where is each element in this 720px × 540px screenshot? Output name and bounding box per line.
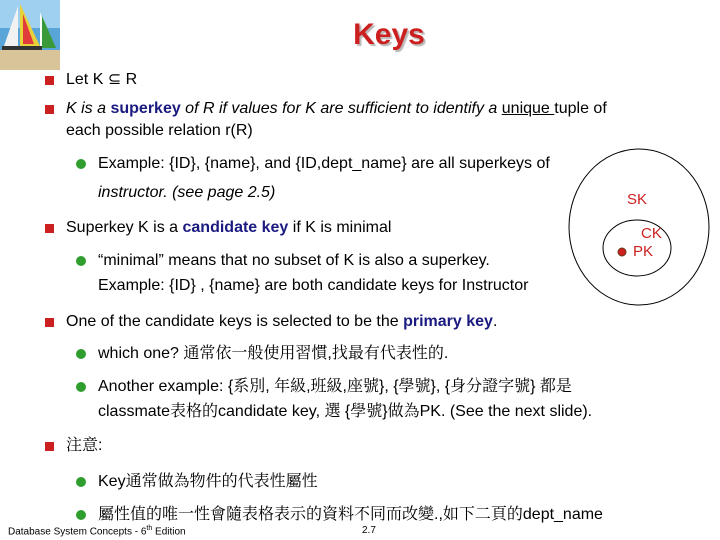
bullet-let-k: Let K ⊆ R [66,71,138,88]
note-key-representative: Key通常做為物件的代表性屬性 [98,473,318,490]
footer-book-title: Database System Concepts - 6th Edition [8,525,186,538]
bullet-circle-icon [76,510,86,520]
venn-label-sk: SK [627,191,648,208]
venn-label-ck: CK [641,225,662,242]
bullet-circle-icon [76,349,86,359]
bullet-superkey-def-cont: each possible relation r(R) [66,122,253,139]
bullet-circle-icon [76,159,86,169]
another-example: Another example: {系別, 年級,班級,座號}, {學號}, {身分證字號} 都是 [98,378,572,395]
slide-title: Keys [353,18,425,51]
footer-page-number: 2.7 [362,525,376,536]
superkey-circle [569,149,709,305]
which-one-text: which one? 通常依一般使用習慣,找最有代表性的. [98,345,449,362]
bullet-circle-icon [76,477,86,487]
note-uniqueness: 屬性值的唯一性會隨表格表示的資料不同而改變.,如下二頁的dept_name [98,506,603,523]
bullet-candidate-key: Superkey K is a candidate key if K is minimal [66,219,392,236]
bullet-square-icon [45,76,54,85]
bullet-square-icon [45,318,54,327]
bullet-square-icon [45,442,54,451]
bullet-primary-key: One of the candidate keys is selected to be the primary key. [66,313,498,330]
minimal-explanation: “minimal” means that no subset of K is also a superkey. [98,252,490,269]
another-example-cont: classmate表格的candidate key, 選 {學號}做為PK. (See the next slide). [98,403,593,420]
bullet-square-icon [45,224,54,233]
primary-key-dot [618,248,626,256]
note-heading: 注意: [66,437,103,454]
bullet-circle-icon [76,256,86,266]
bullet-square-icon [45,105,54,114]
bullet-superkey-def: K is a superkey of R if values for K are sufficient to identify a unique tuple of [66,100,607,117]
venn-label-pk: PK [633,243,654,260]
subset-symbol: ⊆ [107,71,122,88]
superkey-example-cont: instructor. (see page 2.5) [98,184,276,201]
candidate-key-example: Example: {ID} , {name} are both candidate keys for Instructor [98,277,529,294]
superkey-example: Example: {ID}, {name}, and {ID,dept_name} are all superkeys of [98,155,550,172]
bullet-circle-icon [76,382,86,392]
